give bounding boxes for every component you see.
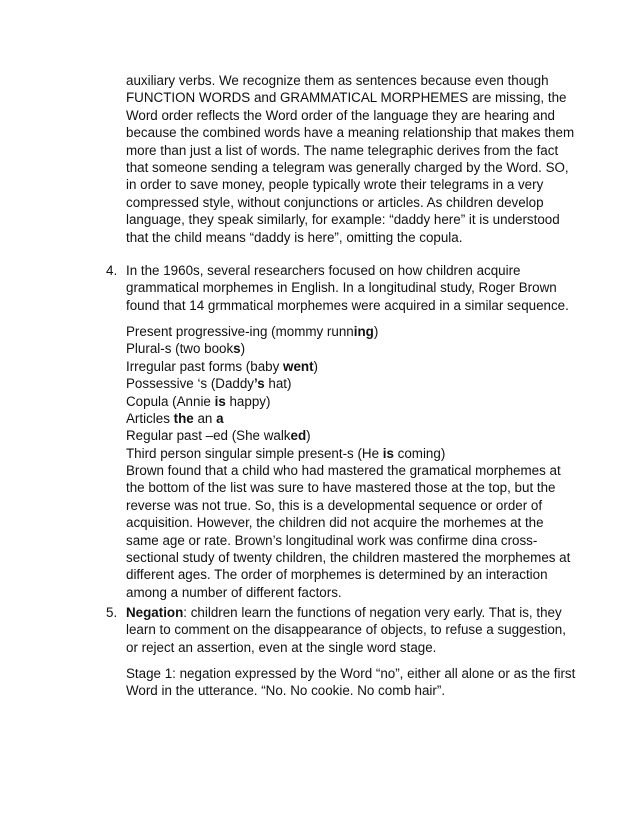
text-line: acquisition. However, the children did not acquire the morhemes at the xyxy=(126,515,544,531)
morpheme-item: Third person singular simple present-s (He is coming) xyxy=(126,445,446,461)
text-line: auxiliary verbs. We recognize them as sentences because even though xyxy=(126,73,549,88)
text-line: learn to comment on the disappearance of objects, to refuse a suggestion, xyxy=(126,622,566,638)
text-line: FUNCTION WORDS and GRAMMATICAL MORPHEMES are missing, the xyxy=(126,90,567,106)
text-line: in order to save money, people typically wrote their telegrams in a very xyxy=(126,177,544,193)
text-line: compressed style, without conjunctions or articles. As children develop xyxy=(126,194,544,210)
text-line: among a number of different factors. xyxy=(126,584,342,600)
morpheme-item: Articles the an a xyxy=(126,410,224,426)
text-line: that someone sending a telegram was generally charged by the Word. SO, xyxy=(126,159,569,175)
morpheme-item: Present progressive-ing (mommy running) xyxy=(126,324,379,339)
text-line: language, they speak similarly, for example: “daddy here” it is understood xyxy=(126,212,560,228)
continuation-paragraph xyxy=(126,72,575,246)
list-number-4: 4. xyxy=(106,263,118,278)
item4-intro xyxy=(126,262,569,314)
text-line: sectional study of twenty children, the children mastered the morphemes at xyxy=(126,549,571,565)
text-line: Negation: children learn the functions of negation very early. That is, they xyxy=(126,605,562,620)
list-number-5: 5. xyxy=(106,605,118,620)
text-line: Brown found that a child who had mastered the gramatical morphemes at xyxy=(126,463,561,478)
text-line: the bottom of the list was sure to have mastered those at the top, but the xyxy=(126,480,556,496)
morpheme-list xyxy=(126,323,566,462)
text-line: grammatical morphemes in English. In a longitudinal study, Roger Brown xyxy=(126,280,557,296)
text-line: found that 14 grmmatical morphemes were acquired in a similar sequence. xyxy=(126,297,569,313)
text-line: reverse was not true. So, this is a developmental sequence or order of xyxy=(126,497,543,513)
morpheme-item: Copula (Annie is happy) xyxy=(126,393,271,409)
stage1-paragraph xyxy=(126,665,576,700)
morpheme-item: Irregular past forms (baby went) xyxy=(126,358,319,374)
item5-intro xyxy=(126,604,566,656)
text-line: different ages. The order of morphemes is determined by an interaction xyxy=(126,567,548,583)
morpheme-item: Regular past –ed (She walked) xyxy=(126,428,311,444)
text-line: because the combined words have a meaning relationship that makes them xyxy=(126,125,575,141)
text-line: In the 1960s, several researchers focused on how children acquire xyxy=(126,263,521,278)
text-line: Word order reflects the Word order of the language they are hearing and xyxy=(126,107,556,123)
morpheme-item: Possessive ‘s (Daddy’s hat) xyxy=(126,376,292,392)
text-line: Word in the utterance. “No. No cookie. No comb hair”. xyxy=(126,683,446,699)
text-line: or reject an assertion, even at the single word stage. xyxy=(126,639,437,655)
text-line: Stage 1: negation expressed by the Word “no”, either all alone or as the first xyxy=(126,666,576,681)
text-line: more than just a list of words. The name telegraphic derives from the fact xyxy=(126,142,559,158)
negation-heading: Negation xyxy=(126,605,184,620)
morpheme-item: Plural-s (two books) xyxy=(126,341,246,357)
text-line: that the child means “daddy is here”, omitting the copula. xyxy=(126,229,463,245)
item4-conclusion xyxy=(126,462,571,601)
text-line: same age or rate. Brown’s longitudinal work was confirme dina cross- xyxy=(126,532,538,548)
